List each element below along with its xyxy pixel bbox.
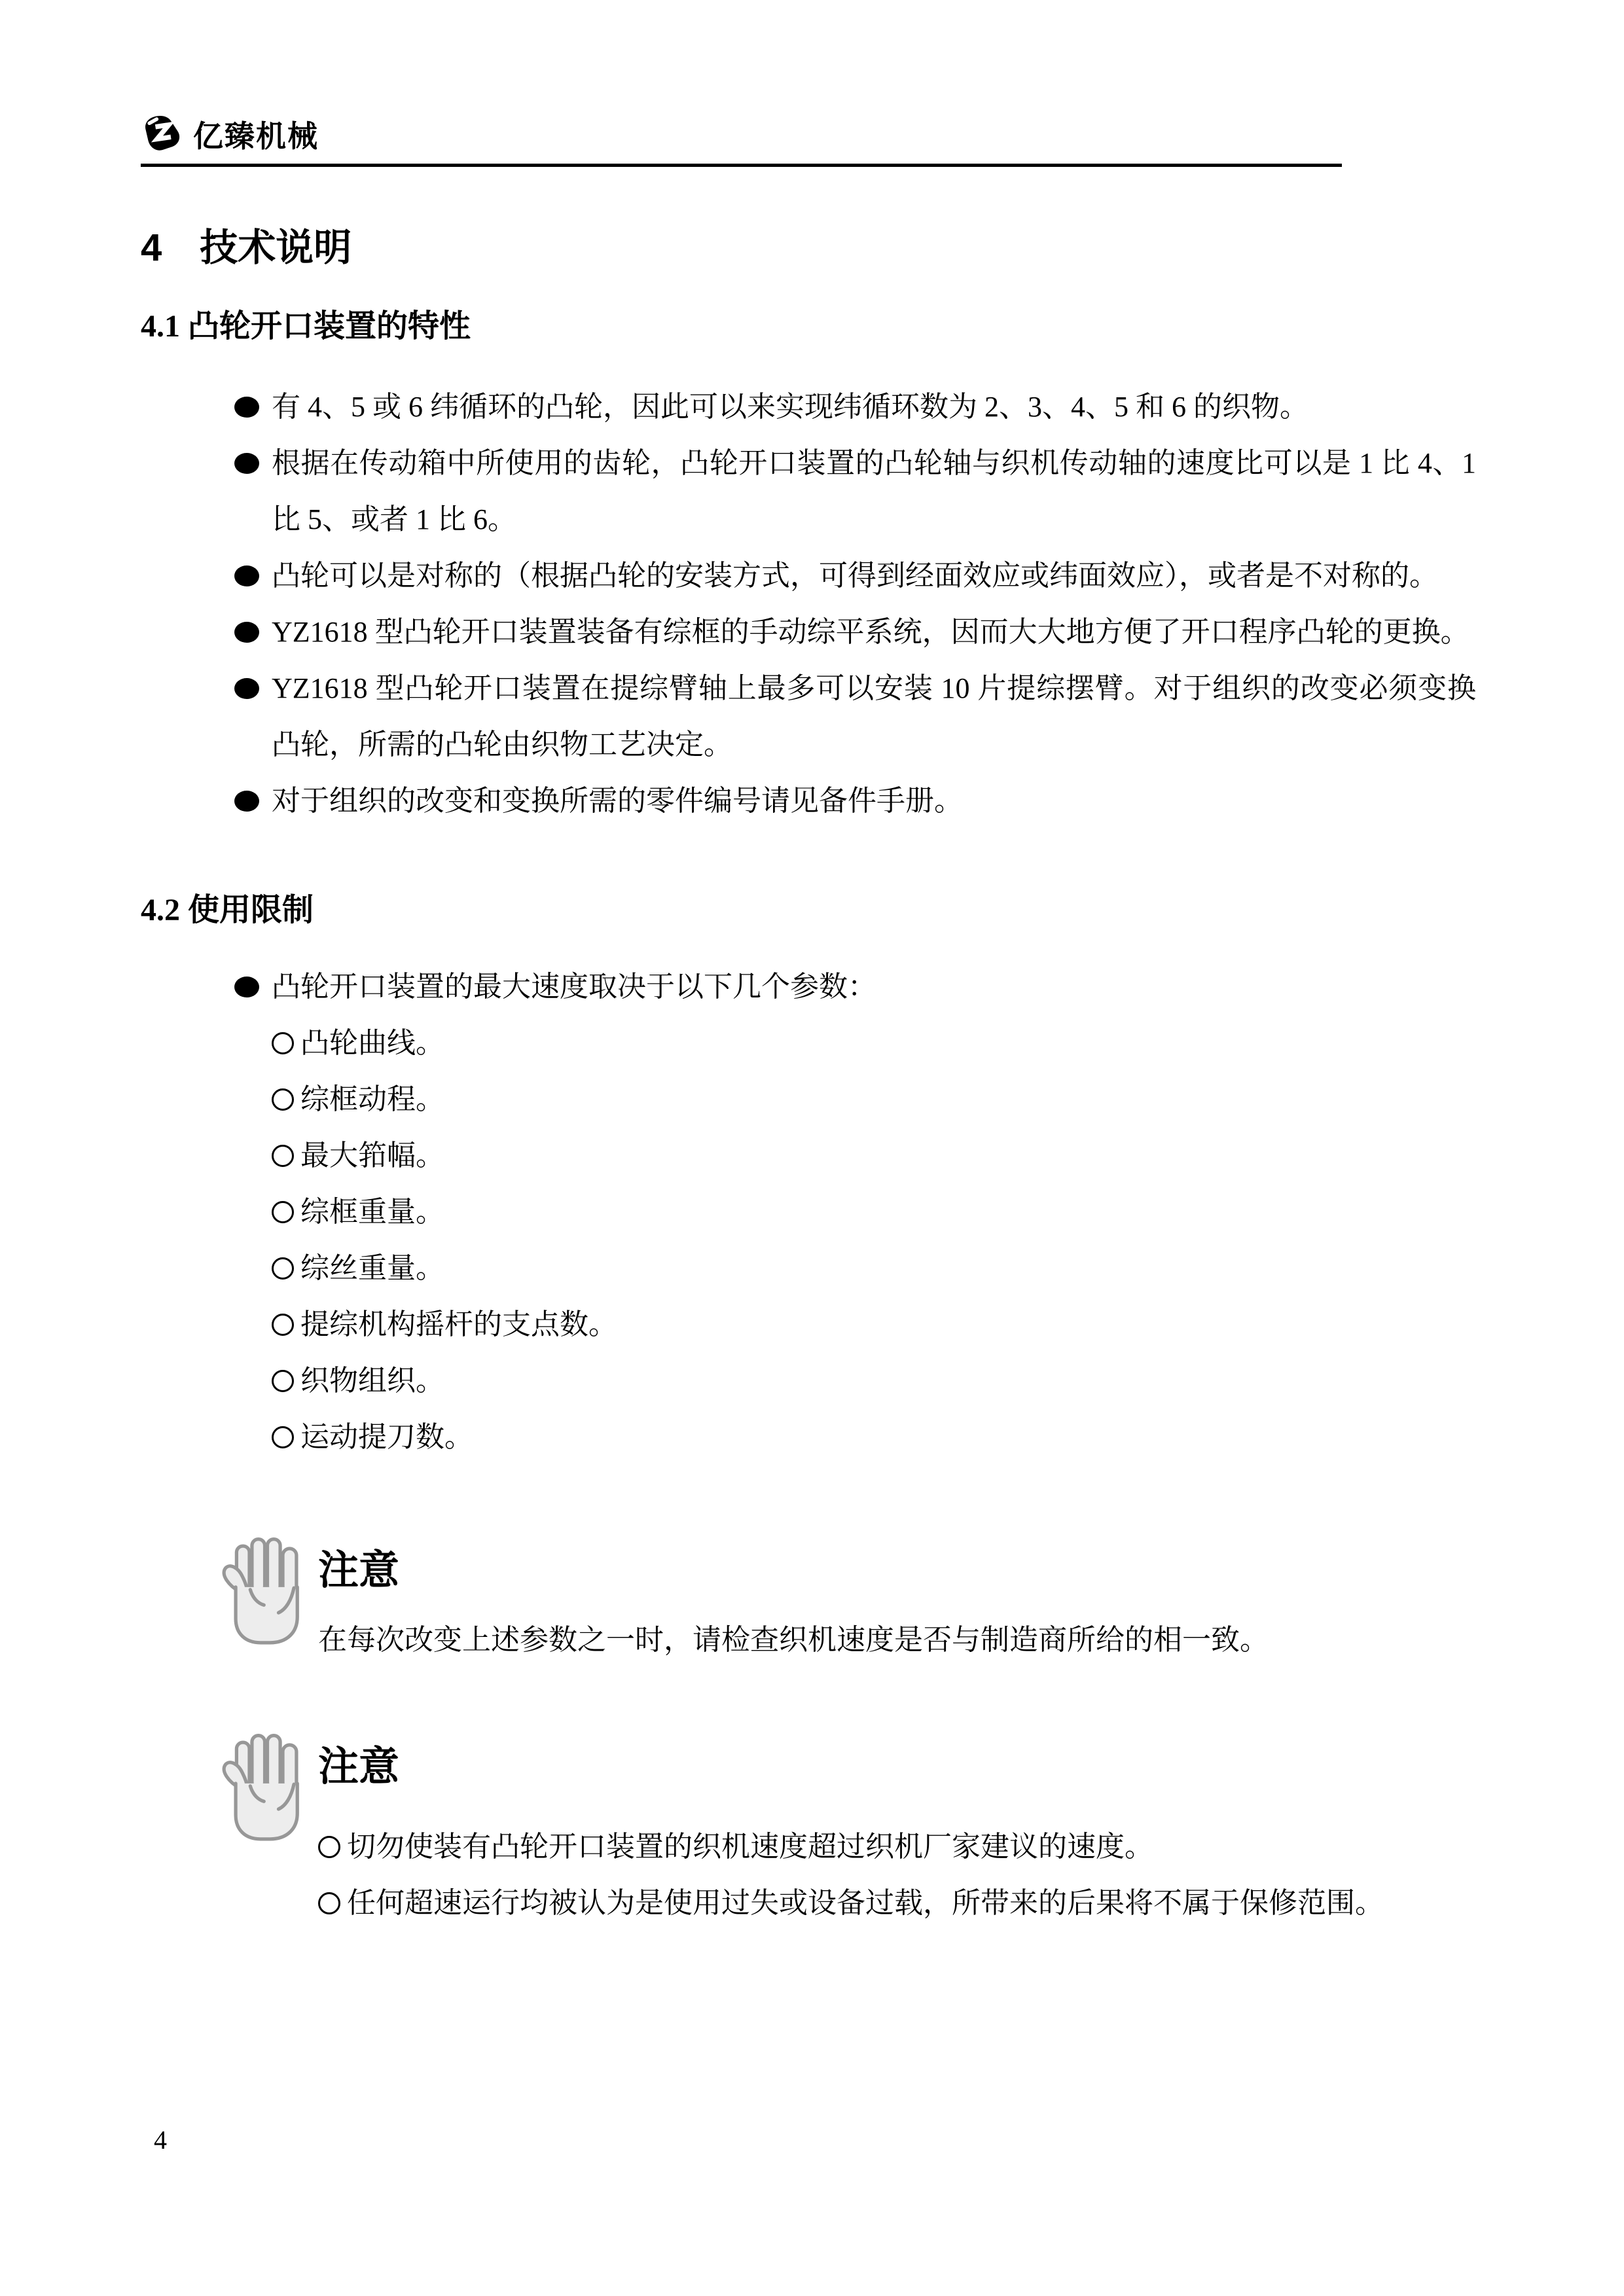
bullet-dot-icon bbox=[234, 977, 259, 997]
brand-name: 亿臻机械 bbox=[193, 119, 319, 153]
bullet-dot-icon bbox=[234, 622, 259, 643]
notice-block bbox=[216, 1731, 1476, 1931]
notice-text: 任何超速运行均被认为是使用过失或设备过载，所带来的后果将不属于保修范围。 bbox=[347, 1887, 1384, 1919]
list-item bbox=[234, 379, 1476, 435]
list-item bbox=[234, 548, 1476, 604]
page-number: 4 bbox=[154, 2125, 167, 2155]
bullet-text: 根据在传动箱中所使用的齿轮，凸轮开口装置的凸轮轴与织机传动轴的速度比可以是 1 比 4、1 比 5、或者 1 比 6。 bbox=[272, 447, 1476, 535]
list-item bbox=[234, 604, 1476, 660]
section-4-1-title: 4.1 凸轮开口装置的特性 bbox=[141, 309, 471, 344]
parameter-text: 最大筘幅。 bbox=[300, 1139, 444, 1172]
bullet-dot-icon bbox=[234, 791, 259, 812]
bullet-text: 凸轮开口装置的最大速度取决于以下几个参数： bbox=[272, 971, 876, 1003]
parameter-text: 综框动程。 bbox=[300, 1083, 444, 1115]
section-4-1-bullet-list bbox=[141, 379, 1476, 829]
parameter-text: 运动提刀数。 bbox=[300, 1421, 473, 1453]
bullet-dot-icon bbox=[234, 565, 259, 586]
circle-bullet-icon bbox=[272, 1257, 294, 1280]
parameter-text: 提综机构摇杆的支点数。 bbox=[300, 1308, 617, 1340]
parameter-list bbox=[234, 1015, 1476, 1465]
list-item bbox=[234, 1409, 1476, 1465]
circle-bullet-icon bbox=[318, 1892, 340, 1914]
circle-bullet-icon bbox=[272, 1314, 294, 1336]
notice-text: 在每次改变上述参数之一时，请检查织机速度是否与制造商所给的相一致。 bbox=[318, 1624, 1269, 1656]
company-logo-icon bbox=[141, 114, 184, 154]
notice-line bbox=[318, 1819, 1384, 1875]
notice-title: 注意 bbox=[318, 1744, 400, 1789]
parameter-text: 综丝重量。 bbox=[300, 1252, 444, 1284]
notice-block bbox=[216, 1535, 1476, 1668]
notice-content bbox=[318, 1731, 1384, 1931]
circle-bullet-icon bbox=[272, 1370, 294, 1392]
list-item bbox=[234, 1128, 1476, 1184]
bullet-text: 有 4、5 或 6 纬循环的凸轮，因此可以来实现纬循环数为 2、3、4、5 和 6 的织物。 bbox=[272, 391, 1308, 423]
list-item bbox=[234, 660, 1476, 773]
list-item bbox=[234, 435, 1476, 548]
list-item bbox=[234, 1184, 1476, 1240]
circle-bullet-icon bbox=[272, 1201, 294, 1223]
section-4-2-list bbox=[141, 959, 1476, 1465]
notice-line bbox=[318, 1875, 1384, 1931]
bullet-text: 对于组织的改变和变换所需的零件编号请见备件手册。 bbox=[272, 785, 963, 817]
circle-bullet-icon bbox=[272, 1032, 294, 1054]
section-4-2-title: 4.2 使用限制 bbox=[141, 893, 314, 927]
bullet-dot-icon bbox=[234, 453, 259, 474]
list-item bbox=[234, 1297, 1476, 1353]
notice-body bbox=[318, 1612, 1269, 1668]
list-item bbox=[234, 1240, 1476, 1297]
list-item bbox=[234, 1015, 1476, 1071]
list-item bbox=[234, 773, 1476, 829]
list-item bbox=[234, 1353, 1476, 1409]
stop-hand-icon bbox=[216, 1731, 305, 1848]
parameter-text: 织物组织。 bbox=[300, 1365, 444, 1397]
bullet-dot-icon bbox=[234, 397, 259, 418]
notice-body bbox=[318, 1819, 1384, 1931]
circle-bullet-icon bbox=[318, 1836, 340, 1858]
circle-bullet-icon bbox=[272, 1145, 294, 1167]
bullet-text: 凸轮可以是对称的（根据凸轮的安装方式，可得到经面效应或纬面效应），或者是不对称的。 bbox=[272, 560, 1438, 592]
bullet-text: YZ1618 型凸轮开口装置装备有综框的手动综平系统，因而大大地方便了开口程序凸轮的更换。 bbox=[272, 616, 1470, 648]
bullet-dot-icon bbox=[234, 678, 259, 699]
circle-bullet-icon bbox=[272, 1088, 294, 1111]
bullet-text: YZ1618 型凸轮开口装置在提综臂轴上最多可以安装 10 片提综摆臂。对于组织的改变必须变换凸轮，所需的凸轮由织物工艺决定。 bbox=[272, 672, 1476, 761]
notice-title: 注意 bbox=[318, 1548, 400, 1593]
notice-line bbox=[318, 1612, 1269, 1668]
notice-text: 切勿使装有凸轮开口装置的织机速度超过织机厂家建议的速度。 bbox=[347, 1831, 1153, 1863]
stop-hand-icon bbox=[216, 1535, 305, 1651]
circle-bullet-icon bbox=[272, 1426, 294, 1448]
chapter-title: 4 技术说明 bbox=[141, 226, 352, 269]
page-header bbox=[141, 0, 1342, 167]
list-item bbox=[234, 959, 1476, 1015]
parameter-text: 凸轮曲线。 bbox=[300, 1027, 444, 1059]
parameter-text: 综框重量。 bbox=[300, 1196, 444, 1228]
list-item bbox=[234, 1071, 1476, 1128]
notice-content bbox=[318, 1535, 1269, 1668]
page-content bbox=[141, 0, 1476, 1931]
